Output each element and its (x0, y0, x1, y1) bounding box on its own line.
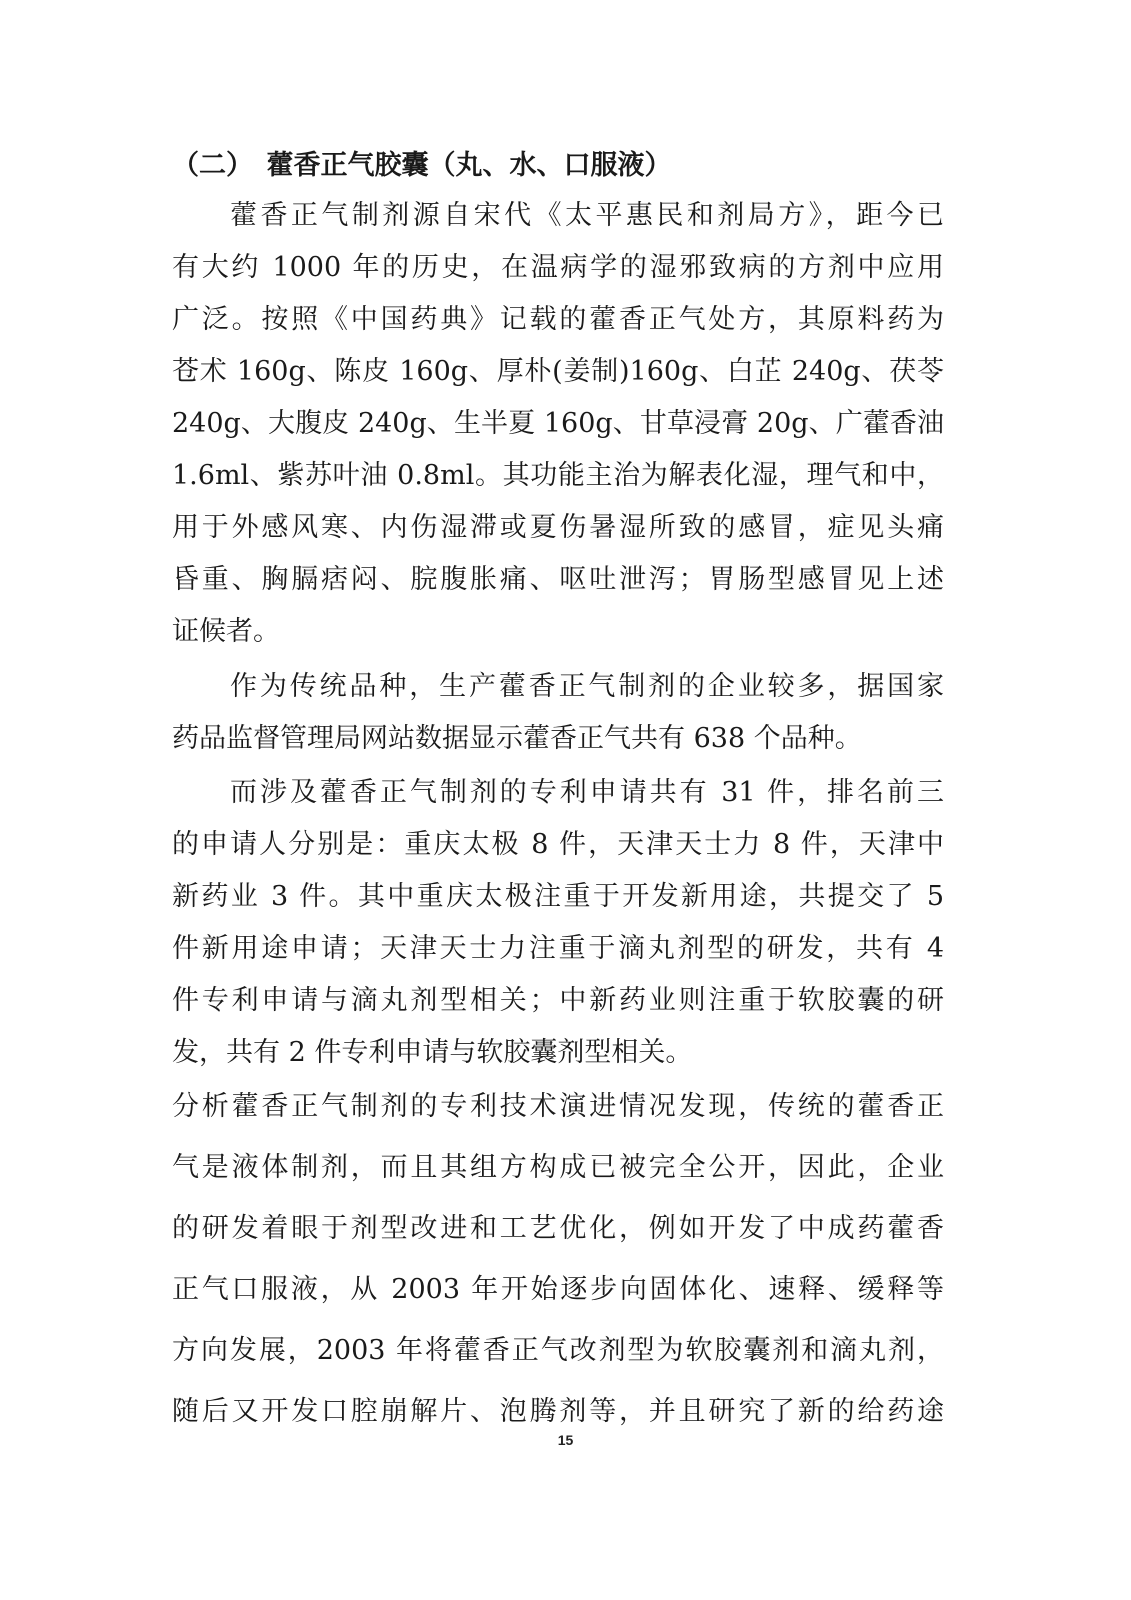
paragraph-line: 而涉及藿香正气制剂的专利申请共有 31 件，排名前三 (230, 777, 944, 808)
paragraph-line: 昏重、胸膈痞闷、脘腹胀痛、呕吐泄泻；胃肠型感冒见上述 (172, 564, 944, 595)
paragraph-line: 件专利申请与滴丸剂型相关；中新药业则注重于软胶囊的研 (172, 985, 944, 1016)
paragraph-line: 随后又开发口腔崩解片、泡腾剂等，并且研究了新的给药途 (172, 1396, 944, 1427)
paragraph-line: 作为传统品种，生产藿香正气制剂的企业较多，据国家 (230, 671, 944, 702)
paragraph-line: 气是液体制剂，而且其组方构成已被完全公开，因此，企业 (172, 1152, 944, 1183)
paragraph-line: 1.6ml、紫苏叶油 0.8ml。其功能主治为解表化湿，理气和中， (172, 460, 944, 491)
paragraph-varieties (172, 661, 944, 765)
paragraph-line: 正气口服液，从 2003 年开始逐步向固体化、速释、缓释等 (172, 1274, 944, 1305)
paragraph-line: 240g、大腹皮 240g、生半夏 160g、甘草浸膏 20g、广藿香油 (172, 408, 944, 439)
paragraph-line: 藿香正气制剂源自宋代《太平惠民和剂局方》，距今已 (230, 200, 944, 231)
paragraph-line: 苍术 160g、陈皮 160g、厚朴(姜制)160g、白芷 240g、茯苓 (172, 356, 944, 387)
paragraph-line: 件新用途申请；天津天士力注重于滴丸剂型的研发，共有 4 (172, 933, 944, 964)
paragraph-evolution (172, 1076, 944, 1442)
paragraph-line: 分析藿香正气制剂的专利技术演进情况发现，传统的藿香正 (172, 1091, 944, 1122)
page-number: 15 (557, 1432, 574, 1448)
paragraph-line: 方向发展，2003 年将藿香正气改剂型为软胶囊剂和滴丸剂， (172, 1335, 944, 1366)
paragraph-line: 新药业 3 件。其中重庆太极注重于开发新用途，共提交了 5 (172, 881, 944, 912)
paragraph-origin (172, 190, 944, 658)
paragraph-line: 有大约 1000 年的历史，在温病学的湿邪致病的方剂中应用 (172, 252, 944, 283)
paragraph-line: 药品监督管理局网站数据显示藿香正气共有 638 个品种。 (172, 723, 862, 754)
paragraph-line: 证候者。 (172, 616, 280, 647)
paragraph-patents (172, 767, 944, 1079)
paragraph-line: 发，共有 2 件专利申请与软胶囊剂型相关。 (172, 1037, 693, 1068)
paragraph-line: 的申请人分别是：重庆太极 8 件，天津天士力 8 件，天津中 (172, 829, 944, 860)
section-heading: （二） 藿香正气胶囊（丸、水、口服液） (172, 150, 672, 181)
paragraph-line: 用于外感风寒、内伤湿滞或夏伤暑湿所致的感冒，症见头痛 (172, 512, 944, 543)
paragraph-line: 的研发着眼于剂型改进和工艺优化，例如开发了中成药藿香 (172, 1213, 944, 1244)
paragraph-line: 广泛。按照《中国药典》记载的藿香正气处方，其原料药为 (172, 304, 944, 335)
